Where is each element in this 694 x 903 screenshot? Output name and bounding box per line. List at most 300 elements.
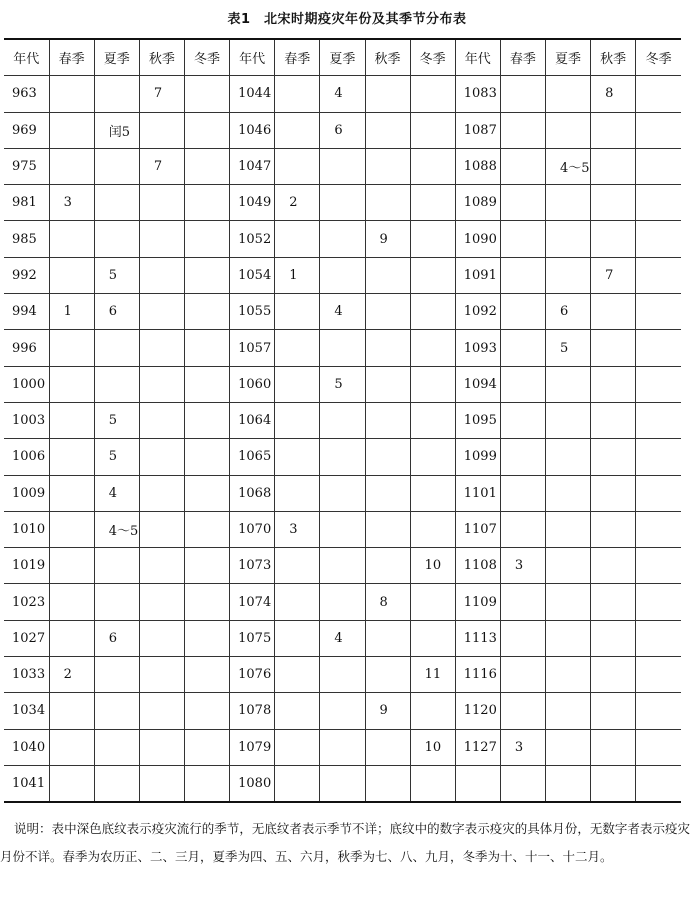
month-cell — [275, 657, 320, 693]
month-cell: 3 — [49, 185, 94, 221]
header-season: 夏季 — [320, 39, 365, 76]
month-cell — [49, 548, 94, 584]
month-cell — [500, 439, 545, 475]
month-cell: 4 — [320, 294, 365, 330]
month-cell — [275, 765, 320, 802]
month-cell — [500, 402, 545, 438]
month-cell — [185, 257, 230, 293]
month-cell — [410, 693, 455, 729]
month-cell — [49, 76, 94, 112]
header-season: 秋季 — [139, 39, 184, 76]
month-cell: 3 — [500, 729, 545, 765]
year-cell: 1054 — [230, 257, 275, 293]
month-cell — [591, 584, 636, 620]
month-cell — [320, 657, 365, 693]
month-cell — [94, 330, 139, 366]
month-cell — [185, 112, 230, 148]
year-cell: 1079 — [230, 729, 275, 765]
month-cell — [500, 221, 545, 257]
year-cell: 1127 — [455, 729, 500, 765]
month-cell — [49, 257, 94, 293]
year-cell: 1089 — [455, 185, 500, 221]
year-cell: 1055 — [230, 294, 275, 330]
month-cell — [94, 729, 139, 765]
year-cell: 1009 — [4, 475, 49, 511]
month-cell — [636, 693, 681, 729]
month-cell — [410, 439, 455, 475]
year-cell: 1093 — [455, 330, 500, 366]
year-cell: 1083 — [455, 76, 500, 112]
year-cell: 1074 — [230, 584, 275, 620]
month-cell — [49, 148, 94, 184]
month-cell — [591, 729, 636, 765]
month-cell — [365, 620, 410, 656]
table-row — [4, 439, 681, 475]
year-cell: 1041 — [4, 765, 49, 802]
month-cell — [185, 294, 230, 330]
year-cell: 1080 — [230, 765, 275, 802]
month-cell — [185, 511, 230, 547]
month-cell — [546, 221, 591, 257]
month-cell — [365, 257, 410, 293]
month-cell — [94, 366, 139, 402]
month-cell: 8 — [365, 584, 410, 620]
table-note: 说明：表中深色底纹表示疫灾流行的季节，无底纹者表示季节不详；底纹中的数字表示疫灾的具体月份，无数字者表示疫灾月份不详。春季为农历正、二、三月，夏季为四、五、六月，秋季为七、八、九月，冬季为十、十一、十二月。 — [0, 821, 690, 864]
month-cell — [546, 76, 591, 112]
month-cell — [500, 76, 545, 112]
month-cell — [139, 475, 184, 511]
month-cell — [365, 402, 410, 438]
year-cell: 996 — [4, 330, 49, 366]
header-season: 春季 — [500, 39, 545, 76]
table-row — [4, 112, 681, 148]
month-cell — [636, 439, 681, 475]
month-cell — [320, 511, 365, 547]
year-cell: 1049 — [230, 185, 275, 221]
year-cell: 1090 — [455, 221, 500, 257]
year-cell: 1113 — [455, 620, 500, 656]
month-cell — [49, 765, 94, 802]
month-cell — [591, 475, 636, 511]
month-cell — [365, 439, 410, 475]
month-cell — [636, 76, 681, 112]
table-title: 表1 北宋时期疫灾年份及其季节分布表 — [227, 12, 467, 27]
month-cell — [410, 257, 455, 293]
month-cell: 7 — [591, 257, 636, 293]
month-cell — [185, 185, 230, 221]
month-cell — [320, 185, 365, 221]
month-cell — [139, 402, 184, 438]
year-cell: 1019 — [4, 548, 49, 584]
month-cell — [320, 439, 365, 475]
year-cell: 1091 — [455, 257, 500, 293]
month-cell — [275, 548, 320, 584]
year-cell — [455, 765, 500, 802]
month-cell: 6 — [94, 620, 139, 656]
month-cell: 3 — [500, 548, 545, 584]
month-cell — [275, 330, 320, 366]
table-row — [4, 693, 681, 729]
table-row — [4, 76, 681, 112]
month-cell — [320, 221, 365, 257]
epidemic-season-table — [4, 38, 681, 803]
table-row — [4, 584, 681, 620]
month-cell — [365, 548, 410, 584]
month-cell — [94, 221, 139, 257]
year-cell: 1101 — [455, 475, 500, 511]
month-cell — [410, 76, 455, 112]
table-row — [4, 475, 681, 511]
month-cell — [139, 657, 184, 693]
month-cell: 2 — [49, 657, 94, 693]
table-row — [4, 548, 681, 584]
month-cell — [275, 693, 320, 729]
month-cell — [320, 475, 365, 511]
month-cell — [636, 657, 681, 693]
month-cell — [410, 366, 455, 402]
month-cell — [636, 511, 681, 547]
month-cell — [636, 112, 681, 148]
table-row — [4, 729, 681, 765]
month-cell — [636, 765, 681, 802]
header-season: 冬季 — [645, 52, 672, 68]
header-year: 年代 — [4, 39, 49, 76]
month-cell — [500, 257, 545, 293]
header-year: 年代 — [455, 39, 500, 76]
year-cell: 1108 — [455, 548, 500, 584]
month-cell: 1 — [275, 257, 320, 293]
month-cell — [49, 584, 94, 620]
month-cell: 1 — [49, 294, 94, 330]
month-cell — [365, 148, 410, 184]
month-cell: 10 — [410, 729, 455, 765]
table-row — [4, 148, 681, 184]
month-cell — [636, 402, 681, 438]
month-cell — [49, 330, 94, 366]
month-cell — [185, 657, 230, 693]
month-cell — [94, 657, 139, 693]
header-year: 年代 — [230, 39, 275, 76]
year-cell: 1052 — [230, 221, 275, 257]
table-row — [4, 511, 681, 547]
year-cell: 1010 — [4, 511, 49, 547]
month-cell — [500, 511, 545, 547]
month-cell — [365, 366, 410, 402]
month-cell: 5 — [320, 366, 365, 402]
month-cell — [546, 620, 591, 656]
month-cell: 10 — [410, 548, 455, 584]
year-cell: 1064 — [230, 402, 275, 438]
month-cell — [546, 366, 591, 402]
month-cell — [185, 765, 230, 802]
month-cell — [546, 475, 591, 511]
month-cell — [275, 366, 320, 402]
month-cell — [320, 765, 365, 802]
month-cell — [275, 221, 320, 257]
month-cell — [49, 475, 94, 511]
year-cell: 1044 — [230, 76, 275, 112]
month-cell — [500, 584, 545, 620]
month-cell: 9 — [365, 693, 410, 729]
month-cell — [320, 729, 365, 765]
month-cell — [591, 112, 636, 148]
month-cell — [546, 765, 591, 802]
table-row — [4, 402, 681, 438]
month-cell — [320, 693, 365, 729]
month-cell — [185, 439, 230, 475]
table-body — [4, 76, 681, 802]
year-cell: 992 — [4, 257, 49, 293]
month-cell: 11 — [410, 657, 455, 693]
month-cell: 2 — [275, 185, 320, 221]
month-cell — [275, 584, 320, 620]
month-cell — [49, 366, 94, 402]
month-cell — [139, 548, 184, 584]
month-cell — [636, 548, 681, 584]
month-cell — [275, 620, 320, 656]
month-cell — [139, 584, 184, 620]
month-cell — [365, 765, 410, 802]
month-cell — [636, 148, 681, 184]
month-cell — [185, 620, 230, 656]
month-cell — [365, 511, 410, 547]
year-cell: 1034 — [4, 693, 49, 729]
month-cell — [365, 294, 410, 330]
month-cell — [365, 76, 410, 112]
month-cell — [410, 330, 455, 366]
table-row — [4, 366, 681, 402]
month-cell — [94, 584, 139, 620]
month-cell — [49, 729, 94, 765]
month-cell — [185, 366, 230, 402]
year-cell: 994 — [4, 294, 49, 330]
month-cell — [185, 330, 230, 366]
month-cell — [500, 693, 545, 729]
year-cell: 985 — [4, 221, 49, 257]
month-cell — [275, 475, 320, 511]
month-cell — [591, 148, 636, 184]
month-cell — [410, 221, 455, 257]
month-cell — [591, 657, 636, 693]
month-cell — [94, 693, 139, 729]
month-cell — [591, 693, 636, 729]
month-cell — [139, 221, 184, 257]
month-cell — [139, 257, 184, 293]
month-cell: 6 — [320, 112, 365, 148]
month-cell — [139, 765, 184, 802]
year-cell: 1120 — [455, 693, 500, 729]
year-cell: 1023 — [4, 584, 49, 620]
month-cell — [94, 148, 139, 184]
year-cell: 1003 — [4, 402, 49, 438]
month-cell — [139, 439, 184, 475]
month-cell — [591, 548, 636, 584]
month-cell — [546, 584, 591, 620]
month-cell: 5 — [94, 257, 139, 293]
header-season: 夏季 — [546, 39, 591, 76]
month-cell — [139, 693, 184, 729]
month-cell — [320, 402, 365, 438]
month-cell — [636, 185, 681, 221]
month-cell — [275, 439, 320, 475]
month-cell — [139, 112, 184, 148]
table-row — [4, 330, 681, 366]
month-cell — [49, 439, 94, 475]
month-cell — [546, 185, 591, 221]
month-cell — [139, 294, 184, 330]
month-cell — [546, 402, 591, 438]
month-cell — [275, 729, 320, 765]
month-cell: 4～5 — [94, 511, 139, 547]
month-cell: 4 — [94, 475, 139, 511]
month-cell — [591, 221, 636, 257]
year-cell: 1078 — [230, 693, 275, 729]
header-season: 春季 — [275, 39, 320, 76]
month-cell — [591, 294, 636, 330]
month-cell — [94, 185, 139, 221]
month-cell: 6 — [94, 294, 139, 330]
table-row — [4, 765, 681, 802]
year-cell: 1000 — [4, 366, 49, 402]
month-cell — [636, 475, 681, 511]
month-cell — [365, 112, 410, 148]
month-cell: 9 — [365, 221, 410, 257]
year-cell: 1047 — [230, 148, 275, 184]
month-cell: 4 — [320, 620, 365, 656]
month-cell — [275, 402, 320, 438]
month-cell — [365, 729, 410, 765]
month-cell — [410, 185, 455, 221]
header-season: 秋季 — [591, 39, 636, 76]
month-cell — [500, 765, 545, 802]
year-cell: 1088 — [455, 148, 500, 184]
year-cell: 1087 — [455, 112, 500, 148]
month-cell — [320, 148, 365, 184]
month-cell — [410, 511, 455, 547]
year-cell: 1070 — [230, 511, 275, 547]
year-cell: 1068 — [230, 475, 275, 511]
month-cell — [546, 693, 591, 729]
month-cell: 7 — [139, 148, 184, 184]
month-cell: 4～5 — [546, 148, 591, 184]
month-cell — [636, 620, 681, 656]
year-cell: 1095 — [455, 402, 500, 438]
year-cell: 1027 — [4, 620, 49, 656]
month-cell — [185, 402, 230, 438]
month-cell — [591, 439, 636, 475]
month-cell — [365, 185, 410, 221]
month-cell — [320, 548, 365, 584]
month-cell — [500, 294, 545, 330]
month-cell — [185, 76, 230, 112]
month-cell — [546, 729, 591, 765]
year-cell: 1060 — [230, 366, 275, 402]
month-cell — [410, 584, 455, 620]
month-cell — [365, 330, 410, 366]
year-cell: 1099 — [455, 439, 500, 475]
month-cell — [591, 366, 636, 402]
month-cell — [546, 657, 591, 693]
month-cell — [139, 511, 184, 547]
month-cell: 6 — [546, 294, 591, 330]
month-cell — [365, 475, 410, 511]
month-cell — [365, 657, 410, 693]
month-cell — [636, 584, 681, 620]
header-season: 夏季 — [94, 39, 139, 76]
table-row — [4, 221, 681, 257]
month-cell — [591, 185, 636, 221]
month-cell — [185, 221, 230, 257]
month-cell: 闰5 — [94, 112, 139, 148]
header-season: 秋季 — [365, 39, 410, 76]
month-cell: 5 — [546, 330, 591, 366]
month-cell — [591, 620, 636, 656]
month-cell — [275, 76, 320, 112]
month-cell — [320, 257, 365, 293]
year-cell: 1046 — [230, 112, 275, 148]
header-season: 冬季 — [410, 39, 455, 76]
month-cell — [500, 475, 545, 511]
month-cell — [410, 112, 455, 148]
year-cell: 1006 — [4, 439, 49, 475]
year-cell: 1065 — [230, 439, 275, 475]
year-cell: 1057 — [230, 330, 275, 366]
year-cell: 969 — [4, 112, 49, 148]
table-row — [4, 294, 681, 330]
month-cell — [94, 548, 139, 584]
month-cell — [139, 729, 184, 765]
month-cell — [546, 257, 591, 293]
year-cell: 963 — [4, 76, 49, 112]
table-row — [4, 620, 681, 656]
month-cell — [591, 402, 636, 438]
month-cell — [139, 330, 184, 366]
month-cell — [185, 693, 230, 729]
month-cell — [500, 330, 545, 366]
month-cell — [500, 148, 545, 184]
table-header-row — [4, 39, 681, 76]
year-cell: 1073 — [230, 548, 275, 584]
month-cell — [636, 221, 681, 257]
month-cell — [49, 511, 94, 547]
month-cell — [94, 765, 139, 802]
month-cell — [410, 402, 455, 438]
month-cell — [546, 439, 591, 475]
month-cell — [546, 112, 591, 148]
month-cell — [591, 511, 636, 547]
year-cell: 1076 — [230, 657, 275, 693]
year-cell: 1094 — [455, 366, 500, 402]
month-cell: 4 — [320, 76, 365, 112]
month-cell — [500, 112, 545, 148]
month-cell — [49, 112, 94, 148]
month-cell: 5 — [94, 402, 139, 438]
table-row — [4, 657, 681, 693]
month-cell — [636, 330, 681, 366]
month-cell — [185, 729, 230, 765]
year-cell: 975 — [4, 148, 49, 184]
month-cell — [185, 584, 230, 620]
month-cell: 8 — [591, 76, 636, 112]
month-cell — [139, 366, 184, 402]
header-season: 春季 — [49, 39, 94, 76]
year-cell: 1040 — [4, 729, 49, 765]
month-cell — [636, 366, 681, 402]
month-cell — [275, 294, 320, 330]
month-cell — [49, 620, 94, 656]
month-cell — [139, 185, 184, 221]
month-cell — [139, 620, 184, 656]
